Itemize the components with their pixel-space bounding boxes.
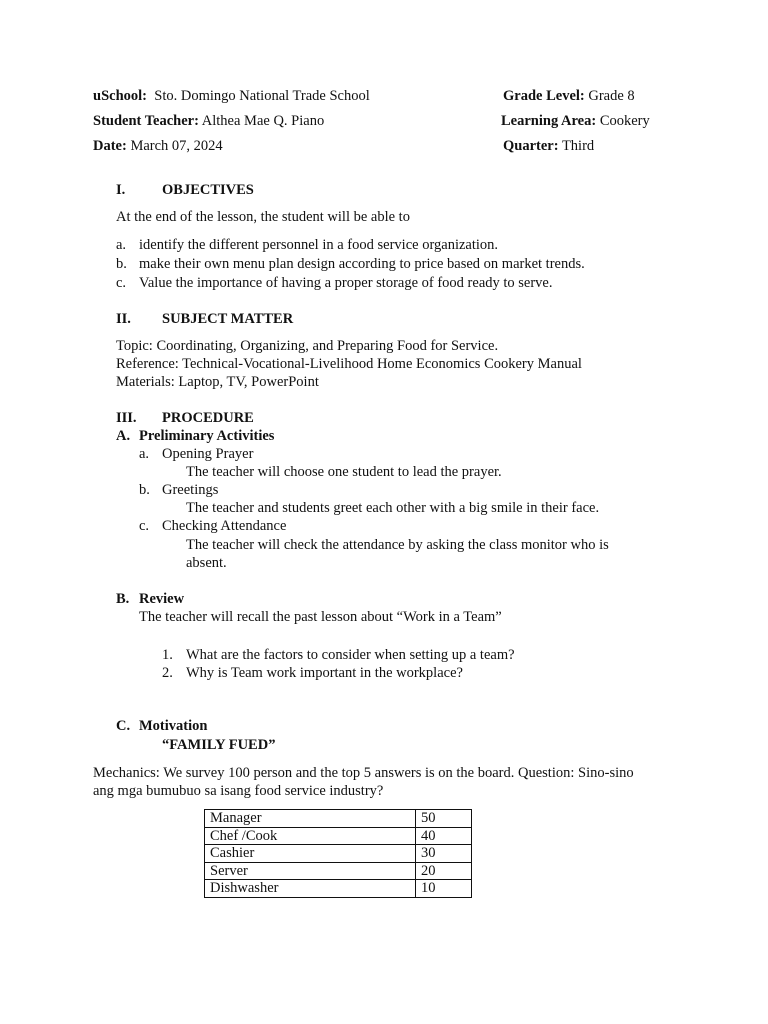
objective-marker: a. — [116, 237, 127, 253]
table-row — [205, 845, 472, 863]
activity-marker: b. — [139, 482, 150, 498]
grade-level-field — [503, 87, 635, 105]
answer-cell: Server — [205, 862, 416, 880]
table-row — [205, 862, 472, 880]
area-label: Learning Area: — [501, 113, 597, 129]
activity-description: The teacher will check the attendance by asking the class monitor who is — [186, 537, 609, 553]
materials-line: Materials: Laptop, TV, PowerPoint — [116, 374, 319, 390]
table-row — [205, 810, 472, 828]
date-field — [93, 137, 223, 155]
activity-marker: c. — [139, 518, 150, 534]
preliminary-activities-heading: Preliminary Activities — [139, 428, 275, 444]
teacher-field — [93, 112, 324, 130]
activity-title: Greetings — [162, 482, 219, 498]
learning-area-field — [501, 112, 650, 130]
subject-matter-number: II. — [116, 311, 131, 327]
table-row — [205, 827, 472, 845]
objective-marker: c. — [116, 275, 127, 291]
procedure-heading: PROCEDURE — [162, 410, 254, 426]
activity-marker: a. — [139, 446, 150, 462]
procedure-number: III. — [116, 410, 137, 426]
school-field — [93, 87, 370, 105]
answer-cell: Chef /Cook — [205, 827, 416, 845]
activity-description-continued: absent. — [186, 555, 227, 571]
objective-marker: b. — [116, 256, 127, 272]
objectives-heading: OBJECTIVES — [162, 182, 254, 198]
table-row — [205, 880, 472, 898]
question-marker: 2. — [162, 665, 173, 681]
part-a-marker: A. — [116, 428, 131, 444]
objective-item: Value the importance of having a proper storage of food ready to serve. — [139, 275, 553, 291]
activity-description: The teacher and students greet each other with a big smile in their face. — [186, 500, 600, 516]
date-label: Date: — [93, 138, 127, 154]
motivation-heading: Motivation — [139, 718, 208, 734]
points-cell: 10 — [416, 880, 472, 898]
subject-matter-heading: SUBJECT MATTER — [162, 311, 294, 327]
part-c-marker: C. — [116, 718, 131, 734]
quarter-value: Third — [561, 138, 595, 154]
mechanics-line-2: ang mga bumubuo sa isang food service industry? — [93, 783, 384, 799]
answer-cell: Cashier — [205, 845, 416, 863]
points-cell: 20 — [416, 862, 472, 880]
activity-title: Checking Attendance — [162, 518, 287, 534]
part-b-marker: B. — [116, 591, 130, 607]
grade-label: Grade Level: — [503, 88, 585, 104]
school-label: uSchool: — [93, 88, 147, 104]
teacher-value: Althea Mae Q. Piano — [201, 113, 325, 129]
family-feud-table — [204, 809, 472, 898]
school-value: Sto. Domingo National Trade School — [154, 88, 370, 104]
date-value: March 07, 2024 — [130, 138, 223, 154]
area-value: Cookery — [599, 113, 650, 129]
review-heading: Review — [139, 591, 185, 607]
teacher-label: Student Teacher: — [93, 113, 199, 129]
question-marker: 1. — [162, 647, 173, 663]
reference-line: Reference: Technical-Vocational-Livelihood Home Economics Cookery Manual — [116, 356, 582, 372]
mechanics-line-1: Mechanics: We survey 100 person and the top 5 answers is on the board. Question: Sino-sino — [93, 765, 634, 781]
points-cell: 30 — [416, 845, 472, 863]
topic-line: Topic: Coordinating, Organizing, and Preparing Food for Service. — [116, 338, 499, 354]
activity-description: The teacher will choose one student to lead the prayer. — [186, 464, 502, 480]
quarter-field — [503, 137, 594, 155]
points-cell: 50 — [416, 810, 472, 828]
activity-title: Opening Prayer — [162, 446, 254, 462]
review-text: The teacher will recall the past lesson about “Work in a Team” — [139, 609, 502, 625]
grade-value: Grade 8 — [588, 88, 635, 104]
question-item: What are the factors to consider when setting up a team? — [186, 647, 515, 663]
objective-item: identify the different personnel in a food service organization. — [139, 237, 499, 253]
objectives-intro: At the end of the lesson, the student will be able to — [116, 209, 410, 225]
answer-cell: Manager — [205, 810, 416, 828]
game-title: “FAMILY FUED” — [162, 737, 276, 753]
question-item: Why is Team work important in the workplace? — [186, 665, 463, 681]
answer-cell: Dishwasher — [205, 880, 416, 898]
objective-item: make their own menu plan design according to price based on market trends. — [139, 256, 585, 272]
quarter-label: Quarter: — [503, 138, 559, 154]
objectives-number: I. — [116, 182, 126, 198]
points-cell: 40 — [416, 827, 472, 845]
